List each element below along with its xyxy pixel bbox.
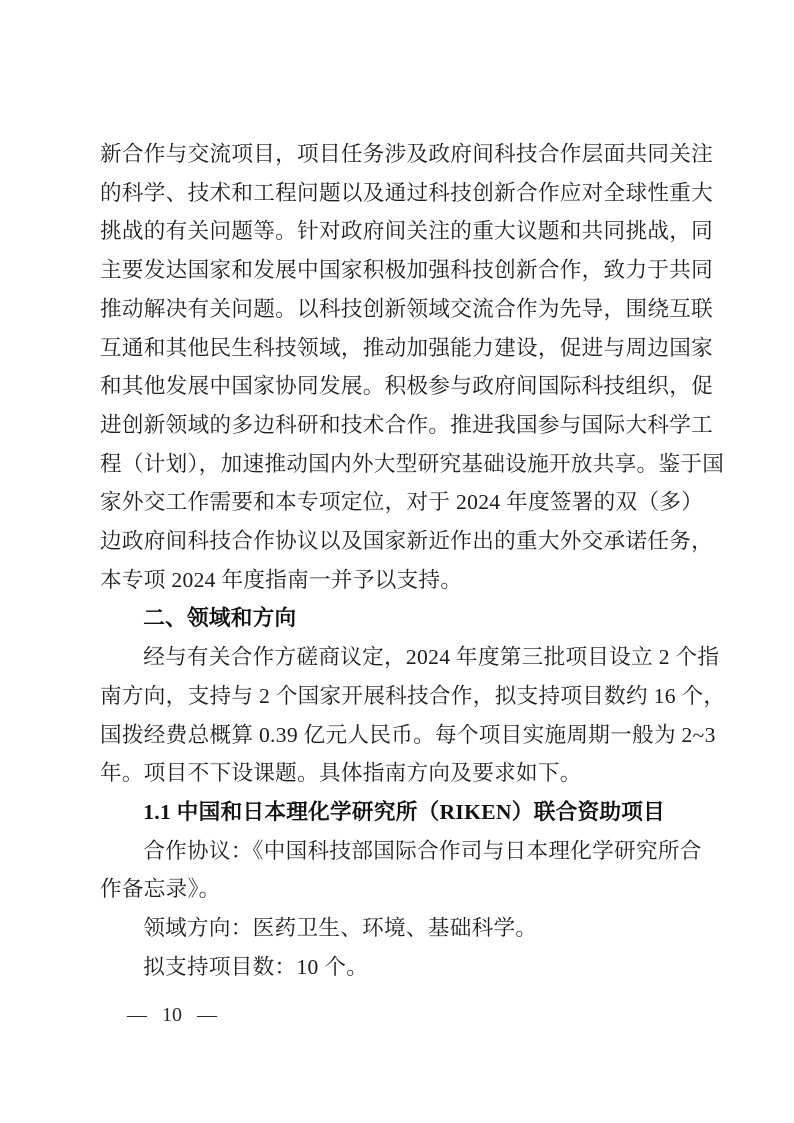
- text-line: 边政府间科技合作协议以及国家新近作出的重大外交承诺任务，: [100, 529, 714, 554]
- planned-project-count-line: 拟支持项目数：10 个。: [143, 954, 369, 979]
- page-number: 10: [162, 1004, 182, 1026]
- text-line: 家外交工作需要和本专项定位，对于 2024 年度签署的双（多）: [100, 490, 704, 515]
- text-line: 年。项目不下设课题。具体指南方向及要求如下。: [100, 761, 582, 786]
- text-line: 本专项 2024 年度指南一并予以支持。: [100, 567, 463, 592]
- section-heading: 二、领域和方向: [143, 606, 297, 631]
- text-line: 合作协议：《中国科技部国际合作司与日本理化学研究所合: [143, 838, 702, 863]
- footer-left-dash: —: [127, 1004, 147, 1026]
- text-line: 经与有关合作方磋商议定，2024 年度第三批项目设立 2 个指: [143, 645, 720, 670]
- text-line: 互通和其他民生科技领域，推动加强能力建设，促进与周边国家: [100, 335, 714, 360]
- field-direction-line: 领域方向：医药卫生、环境、基础科学。: [143, 916, 538, 941]
- page-footer: [127, 1000, 217, 1030]
- text-line: 程（计划），加速推动国内外大型研究基础设施开放共享。鉴于国: [100, 451, 725, 476]
- footer-right-dash: —: [197, 1004, 217, 1026]
- text-line: 作备忘录》。: [100, 877, 221, 902]
- cooperation-agreement-paragraph: [100, 832, 706, 909]
- text-line: 南方向，支持与 2 个国家开展科技合作，拟支持项目数约 16 个，: [100, 683, 726, 708]
- page-content: [100, 135, 726, 986]
- text-line: 挑战的有关问题等。针对政府间关注的重大议题和共同挑战，同: [100, 219, 714, 244]
- continuation-paragraph: [100, 135, 725, 599]
- subsection-heading: 1.1 中国和日本理化学研究所（RIKEN）联合资助项目: [143, 799, 666, 824]
- section-intro-paragraph: [100, 638, 726, 793]
- text-line: 推动解决有关问题。以科技创新领域交流合作为先导，围绕互联: [100, 296, 714, 321]
- text-line: 国拨经费总概算 0.39 亿元人民币。每个项目实施周期一般为 2~3: [100, 722, 716, 747]
- text-line: 主要发达国家和发展中国家积极加强科技创新合作，致力于共同: [100, 258, 714, 283]
- text-line: 和其他发展中国家协同发展。积极参与政府间国际科技组织，促: [100, 374, 714, 399]
- text-line: 的科学、技术和工程问题以及通过科技创新合作应对全球性重大: [100, 180, 714, 205]
- text-line: 新合作与交流项目，项目任务涉及政府间科技合作层面共同关注: [100, 142, 714, 166]
- text-line: 进创新领域的多边科研和技术合作。推进我国参与国际大科学工: [100, 412, 714, 437]
